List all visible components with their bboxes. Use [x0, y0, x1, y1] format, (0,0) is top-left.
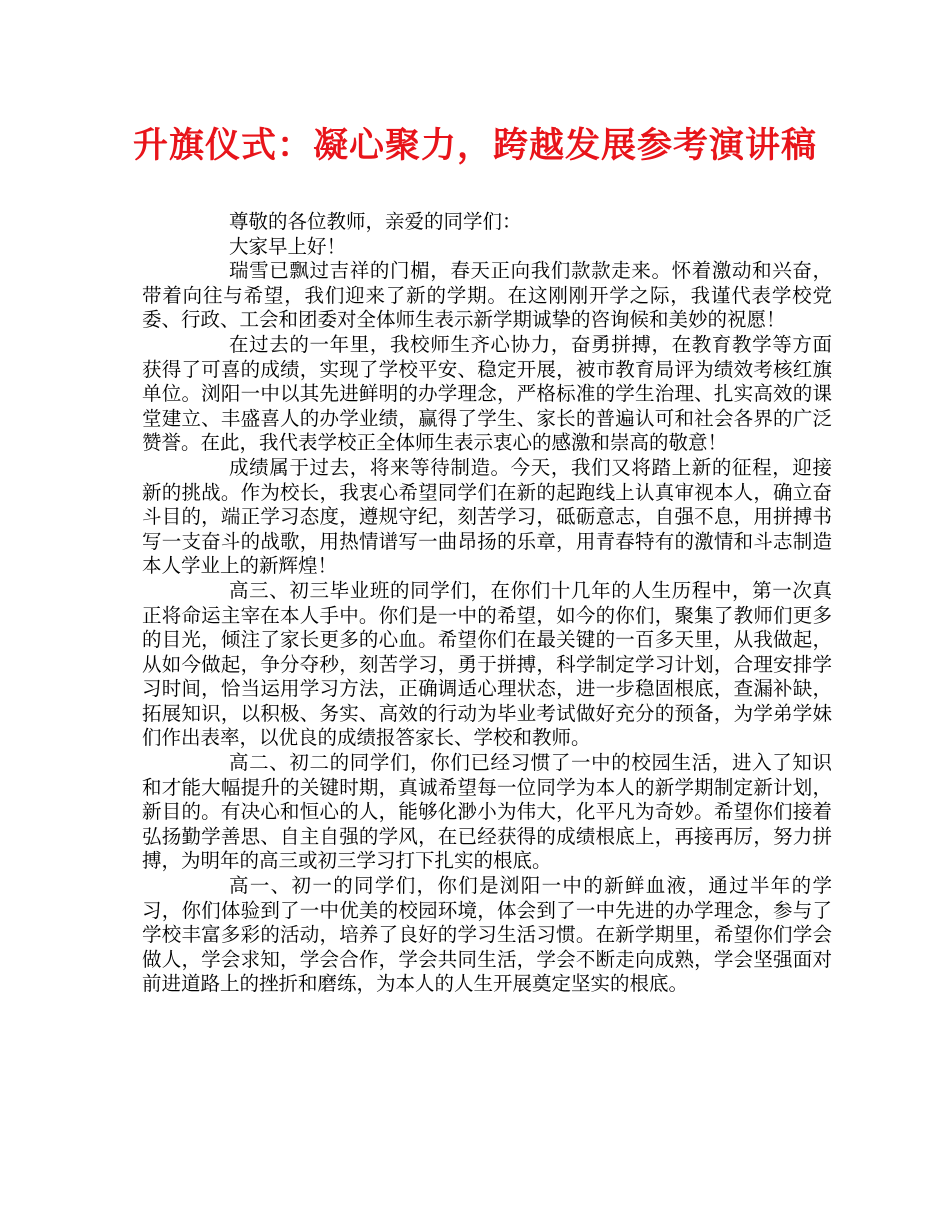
paragraph: 高三、初三毕业班的同学们，在你们十几年的人生历程中，第一次真正将命运主宰在本人手中。你们是一中的希望，如今的你们，聚集了教师们更多的目光，倾注了家长更多的心血。希望你们在最关键的一百多天里，从我做起，从如今做起，争分夺秒，刻苦学习，勇于拼搏，科学制定学习计划，合理安排学习时间，恰当运用学习方法，正确调适心理状态，进一步稳固根底，查漏补缺，拓展知识，以积极、务实、高效的行动为毕业考试做好充分的预备，为学弟学妹们作出表率，以优良的成绩报答家长、学校和教师。 — [142, 578, 832, 750]
document-title: 升旗仪式：凝心聚力，跨越发展参考演讲稿 — [132, 126, 817, 166]
paragraph: 在过去的一年里，我校师生齐心协力，奋勇拼搏，在教育教学等方面获得了可喜的成绩，实现了学校平安、稳定开展，被市教育局评为绩效考核红旗单位。浏阳一中以其先进鲜明的办学理念，严格标准的学生治理、扎实高效的课堂建立、丰盛喜人的办学业绩，赢得了学生、家长的普遍认可和社会各界的广泛赞誉。在此，我代表学校正全体师生表示衷心的感激和崇高的敬意！ — [142, 332, 832, 455]
paragraph: 高一、初一的同学们，你们是浏阳一中的新鲜血液，通过半年的学习，你们体验到了一中优美的校园环境，体会到了一中先进的办学理念，参与了学校丰富多彩的活动，培养了良好的学习生活习惯。在新学期里，希望你们学会做人，学会求知，学会合作，学会共同生活，学会不断走向成熟，学会坚强面对前进道路上的挫折和磨练，为本人的人生开展奠定坚实的根底。 — [142, 874, 832, 996]
document-body — [142, 210, 832, 997]
paragraph: 瑞雪已飘过吉祥的门楣，春天正向我们款款走来。怀着激动和兴奋，带着向往与希望，我们迎来了新的学期。在这刚刚开学之际，我谨代表学校党委、行政、工会和团委对全体师生表示新学期诚挚的咨询候和美妙的祝愿！ — [142, 259, 832, 332]
paragraph: 成绩属于过去，将来等待制造。今天，我们又将踏上新的征程，迎接新的挑战。作为校长，我衷心希望同学们在新的起跑线上认真审视本人，确立奋斗目的，端正学习态度，遵规守纪，刻苦学习，砥砺意志，自强不息，用拼搏书写一支奋斗的战歌，用热情谱写一曲昂扬的乐章，用青春特有的激情和斗志制造本人学业上的新辉煌！ — [142, 455, 832, 578]
paragraph: 高二、初二的同学们，你们已经习惯了一中的校园生活，进入了知识和才能大幅提升的关键时期，真诚希望每一位同学为本人的新学期制定新计划，新目的。有决心和恒心的人，能够化渺小为伟大，化平凡为奇妙。希望你们接着弘扬勤学善思、自主自强的学风，在已经获得的成绩根底上，再接再厉，努力拼搏，为明年的高三或初三学习打下扎实的根底。 — [142, 751, 832, 873]
salutation: 尊敬的各位教师，亲爱的同学们： — [229, 210, 522, 233]
greeting: 大家早上好！ — [229, 234, 347, 258]
